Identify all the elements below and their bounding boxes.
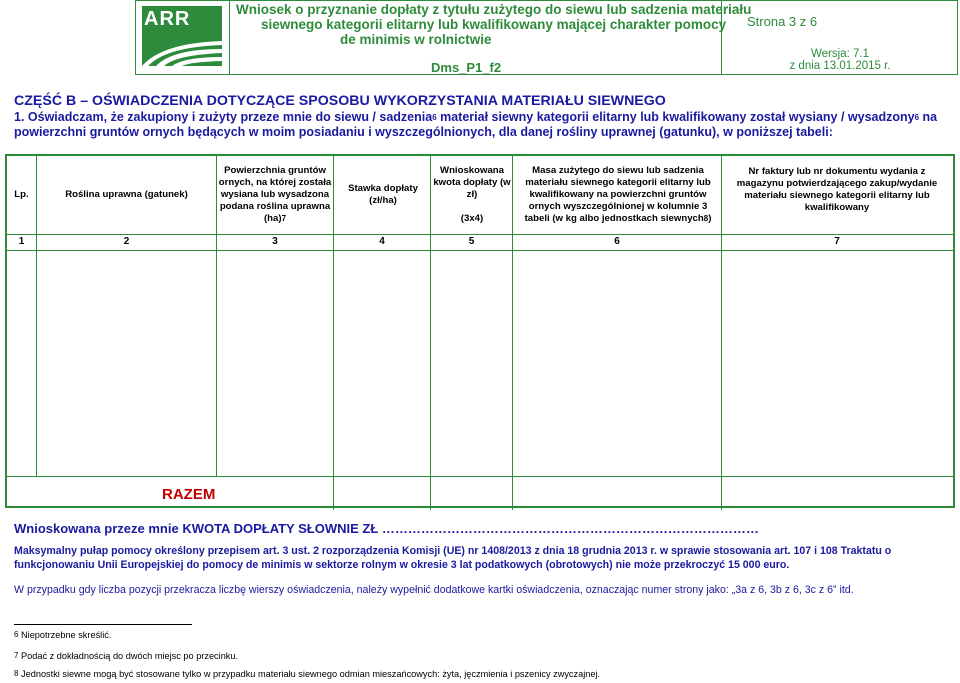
column-number: 2: [123, 236, 130, 247]
header-crop: Roślina uprawna (gatunek): [65, 189, 188, 200]
header-invoice: Nr faktury lub nr dokumentu wydania z magazynu potwierdzającego zakup/wydanie materiału siewnego kategorii elitarny lub kwalifikowany: [736, 166, 938, 213]
section-title: CZĘŚĆ B – OŚWIADCZENIA DOTYCZĄCE SPOSOBU WYKORZYSTANIA MATERIAŁU SIEWNEGO: [14, 93, 666, 109]
footnote: [14, 630, 111, 640]
column-number: 5: [468, 236, 475, 247]
column-number: 6: [614, 236, 620, 247]
form-header: [135, 0, 958, 75]
footnote-separator: [14, 624, 192, 625]
column-number: 4: [379, 236, 385, 247]
header-area-text: Powierzchnia gruntów ornych, na której została wysiana lub wysadzona podana roślina uprawna (ha): [218, 165, 332, 224]
header-mass: [517, 158, 719, 232]
footnote-number: 6: [14, 630, 19, 639]
footnote-text: Niepotrzebne skreślić.: [21, 630, 112, 640]
version-info: [722, 48, 958, 72]
seed-usage-table: [5, 154, 955, 508]
page-number: Strona 3 z 6: [747, 14, 818, 29]
declaration-text: [14, 110, 960, 140]
footnote: [14, 669, 600, 679]
header-area: [218, 158, 332, 232]
column-divider: [721, 156, 722, 510]
number-row-divider: [7, 250, 953, 251]
header-mass-text: Masa zużytego do siewu lub sadzenia materiału siewnego kategorii elitarny lub kwalifikowany na powierzchni gruntów ornych wyszczególnionej w kolumnie 3 tabeli (w kg albo jednostkach siewnych: [524, 165, 711, 224]
column-divider: [216, 156, 217, 476]
arr-logo: [136, 1, 230, 74]
footnote-ref: 7: [281, 214, 287, 223]
footnote-ref: 6: [914, 113, 920, 122]
footnote-text: Jednostki siewne mogą być stosowane tylko w przypadku materiału siewnego odmian mieszańcowych: żyta, jęczmienia i pszenicy zwyczajnej.: [21, 669, 601, 679]
declaration-part: 1. Oświadczam, że zakupiony i zużyty przeze mnie do siewu / sadzenia: [14, 110, 433, 124]
form-title-line: Wniosek o przyznanie dopłaty z tytułu zużytego do siewu lub sadzenia materiału: [236, 2, 752, 17]
footnote-number: 7: [14, 651, 19, 660]
extra-rows-note: W przypadku gdy liczba pozycji przekracza liczbę wierszy oświadczenia, należy wypełnić dodatkowe kartki oświadczenia, oznaczając numer strony jako: „3a z 6, 3b z 6, 3c z 6” itd.: [14, 584, 854, 596]
total-label: RAZEM: [162, 486, 216, 503]
footnote-text: Podać z dokładnością do dwóch miejsc po przecinku.: [21, 651, 239, 661]
header-mass-close: ): [708, 213, 712, 224]
header-meta: [721, 1, 958, 74]
logo-field-stripes-icon: [142, 33, 222, 66]
header-row-divider: [7, 234, 953, 235]
column-number: 3: [272, 236, 278, 247]
header-lp: Lp.: [14, 189, 29, 200]
form-title-line: siewnego kategorii elitarny lub kwalifikowany mającej charakter pomocy: [261, 17, 727, 32]
footnote-ref: 8: [703, 214, 709, 223]
footnote-number: 8: [14, 669, 19, 678]
column-number: 1: [18, 236, 25, 247]
footnote-ref: 6: [432, 113, 437, 122]
version-date: z dnia 13.01.2015 r.: [789, 60, 891, 72]
form-title-line: de minimis w rolnictwie: [340, 32, 492, 47]
header-rate: Stawka dopłaty (zł/ha): [348, 183, 418, 206]
column-divider: [333, 156, 334, 510]
declaration-part: materiał siewny kategorii elitarny lub kwalifikowany został wysiany / wysadzony: [436, 110, 915, 124]
max-aid-limit-note: Maksymalny pułap pomocy określony przepisem art. 3 ust. 2 rozporządzenia Komisji (UE) nr 1408/2013 z dnia 18 grudnia 2013 r. w sprawie stosowania art. 107 i 108 Traktatu o funkcjonowaniu Unii Europejskiej do pomocy de minimis w sektorze rolnym w okresie 3 lat podatkowych (obrotowych) nie może przekroczyć 15 000 euro.: [14, 545, 892, 571]
form-code: Dms_P1_f2: [431, 60, 502, 75]
column-number: 7: [834, 236, 840, 247]
total-row-divider: [7, 476, 953, 477]
column-divider: [512, 156, 513, 510]
version: Wersja: 7.1: [811, 48, 869, 60]
requested-amount-words: Wnioskowana przeze mnie KWOTA DOPŁATY SŁOWNIE ZŁ ……………………………………………………………………………: [14, 521, 759, 536]
header-amount: Wnioskowana kwota dopłaty (w zł) (3x4): [433, 165, 511, 224]
declaration-part: na powierzchni gruntów ornych będących w moim posiadaniu i wyszczególnionych, dla danej rośliny uprawnej (gatunku), w poniższej tabeli:: [14, 110, 938, 139]
column-divider: [430, 156, 431, 510]
footnote: [14, 651, 238, 661]
logo-text: ARR: [144, 8, 191, 30]
